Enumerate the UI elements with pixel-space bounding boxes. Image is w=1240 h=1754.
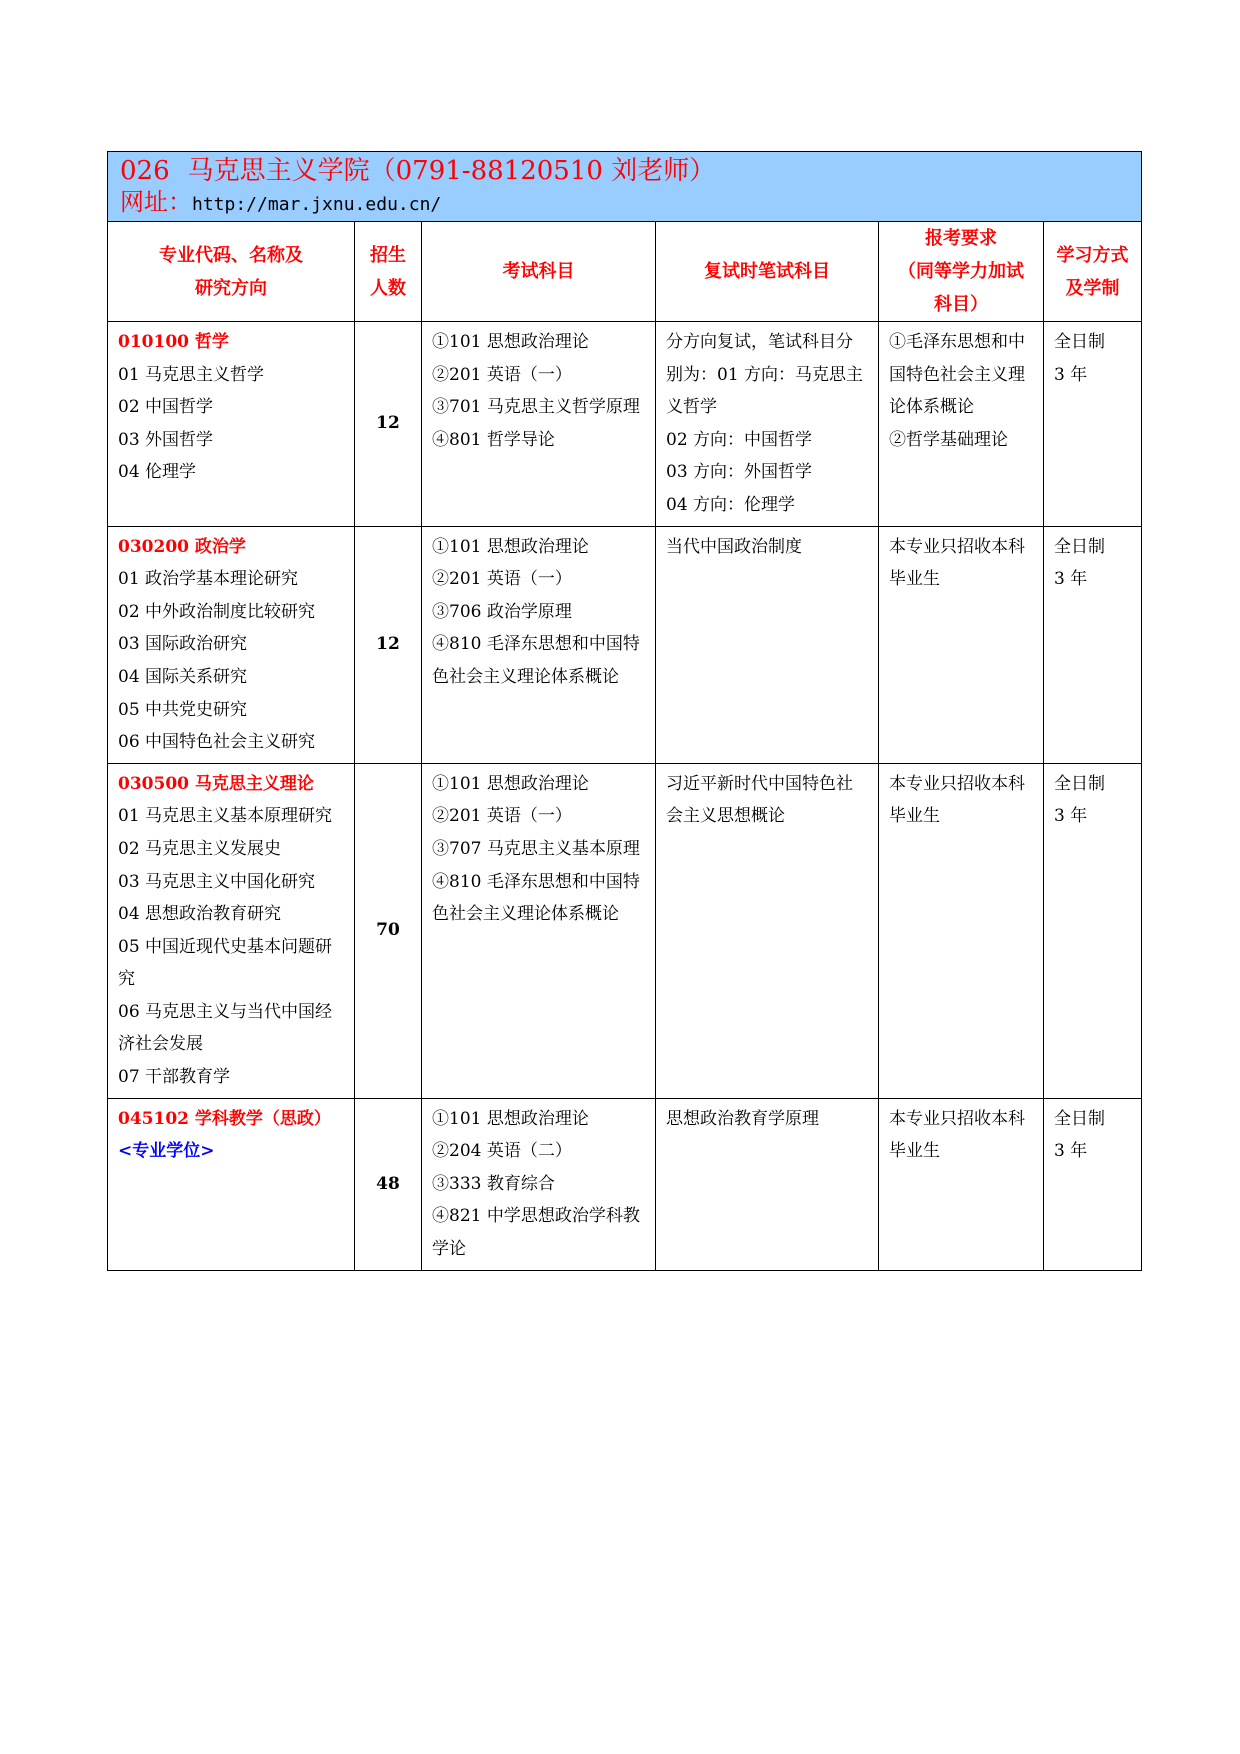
retest-subject: 习近平新时代中国特色社会主义思想概论 bbox=[666, 773, 853, 827]
degree-type-label: <专业学位> bbox=[118, 1141, 215, 1162]
exam-subject: ③707 马克思主义基本原理 bbox=[432, 838, 640, 859]
requirement-text: ①毛泽东思想和中国特色社会主义理论体系概论 bbox=[889, 332, 1025, 418]
column-header-requirement bbox=[879, 222, 1044, 322]
study-mode-text: 3 年 bbox=[1054, 1141, 1088, 1162]
exam-subject: ②201 英语（一） bbox=[432, 364, 572, 385]
column-header-line: 研究方向 bbox=[195, 277, 267, 299]
research-direction: 03 外国哲学 bbox=[118, 429, 214, 450]
table-body bbox=[108, 322, 1142, 1271]
research-direction: 01 政治学基本理论研究 bbox=[118, 569, 299, 590]
retest-cell bbox=[656, 763, 879, 1098]
requirement-cell bbox=[879, 1098, 1044, 1270]
requirement-text: 本专业只招收本科毕业生 bbox=[889, 773, 1025, 827]
research-direction: 05 中共党史研究 bbox=[118, 699, 248, 720]
retest-subject: 思想政治教育学原理 bbox=[666, 1108, 819, 1129]
research-direction: 03 马克思主义中国化研究 bbox=[118, 871, 316, 892]
research-direction: 01 马克思主义基本原理研究 bbox=[118, 806, 333, 827]
table-title-row bbox=[108, 152, 1142, 222]
research-direction: 05 中国近现代史基本问题研究 bbox=[118, 936, 333, 990]
column-header-line: 招生 bbox=[370, 244, 406, 266]
retest-subject: 02 方向：中国哲学 bbox=[666, 429, 813, 450]
research-direction: 03 国际政治研究 bbox=[118, 634, 248, 655]
study-mode-cell bbox=[1044, 526, 1142, 763]
requirement-text: ②哲学基础理论 bbox=[889, 429, 1008, 450]
research-direction: 04 思想政治教育研究 bbox=[118, 904, 282, 925]
admission-table bbox=[107, 151, 1142, 1271]
research-direction: 02 中外政治制度比较研究 bbox=[118, 601, 316, 622]
retest-subject: 04 方向：伦理学 bbox=[666, 494, 796, 515]
column-header-line: 报考要求 bbox=[925, 228, 997, 249]
research-direction: 04 伦理学 bbox=[118, 462, 197, 483]
website-url: http://mar.jxnu.edu.cn/ bbox=[192, 194, 442, 215]
exam-subject: ①101 思想政治理论 bbox=[432, 332, 589, 352]
exam-subject: ③333 教育综合 bbox=[432, 1173, 555, 1194]
exam-subject: ①101 思想政治理论 bbox=[432, 773, 589, 794]
website-label: 网址： bbox=[120, 188, 192, 216]
column-header-line: 学习方式 bbox=[1056, 244, 1129, 266]
exam-subject: ④821 中学思想政治学科教学论 bbox=[432, 1206, 640, 1260]
retest-subject: 当代中国政治制度 bbox=[666, 536, 802, 557]
table-row bbox=[108, 526, 1142, 763]
study-mode-text: 全日制 bbox=[1054, 332, 1105, 352]
exam-cell bbox=[422, 763, 656, 1098]
research-direction: 06 马克思主义与当代中国经济社会发展 bbox=[118, 1001, 333, 1055]
retest-subject: 03 方向：外国哲学 bbox=[666, 462, 813, 483]
requirement-cell bbox=[879, 322, 1044, 527]
research-direction: 04 国际关系研究 bbox=[118, 666, 248, 687]
study-mode-text: 全日制 bbox=[1054, 536, 1105, 557]
column-header-line: （同等学力加试 bbox=[898, 261, 1024, 282]
major-name: 045102 学科教学（思政） bbox=[118, 1108, 331, 1129]
column-header-exam bbox=[422, 222, 656, 322]
column-header-quota bbox=[355, 222, 422, 322]
study-mode-text: 全日制 bbox=[1054, 1108, 1105, 1129]
study-mode-cell bbox=[1044, 322, 1142, 527]
study-mode-text: 3 年 bbox=[1054, 569, 1088, 590]
table-row bbox=[108, 1098, 1142, 1270]
exam-subject: ①101 思想政治理论 bbox=[432, 1108, 589, 1129]
quota-cell bbox=[355, 322, 422, 527]
study-mode-cell bbox=[1044, 763, 1142, 1098]
column-header-line: 复试时笔试科目 bbox=[704, 261, 830, 282]
quota-cell bbox=[355, 1098, 422, 1270]
exam-subject: ③701 马克思主义哲学原理 bbox=[432, 397, 640, 418]
table-row bbox=[108, 322, 1142, 527]
exam-subject: ①101 思想政治理论 bbox=[432, 536, 589, 557]
exam-subject: ②201 英语（一） bbox=[432, 806, 572, 827]
quota-value: 70 bbox=[376, 920, 400, 941]
requirement-text: 本专业只招收本科毕业生 bbox=[889, 1108, 1025, 1162]
website-line bbox=[120, 188, 1129, 219]
major-name: 030200 政治学 bbox=[118, 536, 246, 557]
college-title-line bbox=[120, 154, 1129, 188]
exam-subject: ③706 政治学原理 bbox=[432, 601, 572, 622]
exam-subject: ④810 毛泽东思想和中国特色社会主义理论体系概论 bbox=[432, 871, 640, 925]
column-header-retest bbox=[656, 222, 879, 322]
research-direction: 01 马克思主义哲学 bbox=[118, 364, 265, 385]
retest-cell bbox=[656, 322, 879, 527]
exam-cell bbox=[422, 1098, 656, 1270]
research-direction: 06 中国特色社会主义研究 bbox=[118, 732, 316, 753]
requirement-cell bbox=[879, 526, 1044, 763]
retest-cell bbox=[656, 1098, 879, 1270]
retest-subject: 分方向复试，笔试科目分别为：01 方向：马克思主义哲学 bbox=[666, 332, 864, 418]
major-cell bbox=[108, 763, 355, 1098]
exam-subject: ②201 英语（一） bbox=[432, 569, 572, 590]
major-name: 030500 马克思主义理论 bbox=[118, 773, 314, 794]
requirement-text: 本专业只招收本科毕业生 bbox=[889, 536, 1025, 590]
major-cell bbox=[108, 322, 355, 527]
study-mode-cell bbox=[1044, 1098, 1142, 1270]
requirement-cell bbox=[879, 763, 1044, 1098]
exam-subject: ④801 哲学导论 bbox=[432, 429, 555, 450]
exam-subject: ②204 英语（二） bbox=[432, 1141, 572, 1162]
quota-cell bbox=[355, 526, 422, 763]
research-direction: 02 马克思主义发展史 bbox=[118, 838, 282, 859]
college-code: 026 bbox=[120, 156, 170, 186]
study-mode-text: 3 年 bbox=[1054, 806, 1088, 827]
exam-subject: ④810 毛泽东思想和中国特色社会主义理论体系概论 bbox=[432, 634, 640, 687]
quota-cell bbox=[355, 763, 422, 1098]
major-cell bbox=[108, 526, 355, 763]
study-mode-text: 3 年 bbox=[1054, 364, 1088, 385]
exam-cell bbox=[422, 526, 656, 763]
column-header-row bbox=[108, 222, 1142, 322]
major-name: 010100 哲学 bbox=[118, 332, 229, 352]
column-header-line: 专业代码、名称及 bbox=[159, 244, 303, 266]
column-header-line: 科目） bbox=[934, 294, 988, 315]
college-header bbox=[108, 152, 1142, 222]
quota-value: 48 bbox=[376, 1173, 400, 1194]
quota-value: 12 bbox=[376, 413, 400, 434]
research-direction: 07 干部教育学 bbox=[118, 1067, 231, 1088]
table-row bbox=[108, 763, 1142, 1098]
exam-cell bbox=[422, 322, 656, 527]
retest-cell bbox=[656, 526, 879, 763]
study-mode-text: 全日制 bbox=[1054, 773, 1105, 794]
column-header-major bbox=[108, 222, 355, 322]
column-header-line: 人数 bbox=[370, 277, 406, 299]
research-direction: 02 中国哲学 bbox=[118, 397, 214, 418]
major-cell bbox=[108, 1098, 355, 1270]
column-header-line: 及学制 bbox=[1065, 277, 1120, 299]
admission-document bbox=[107, 151, 1141, 1271]
column-header-line: 考试科目 bbox=[502, 261, 575, 282]
quota-value: 12 bbox=[376, 634, 400, 655]
column-header-study bbox=[1044, 222, 1142, 322]
college-title: 马克思主义学院（0791-88120510 刘老师） bbox=[187, 156, 716, 186]
